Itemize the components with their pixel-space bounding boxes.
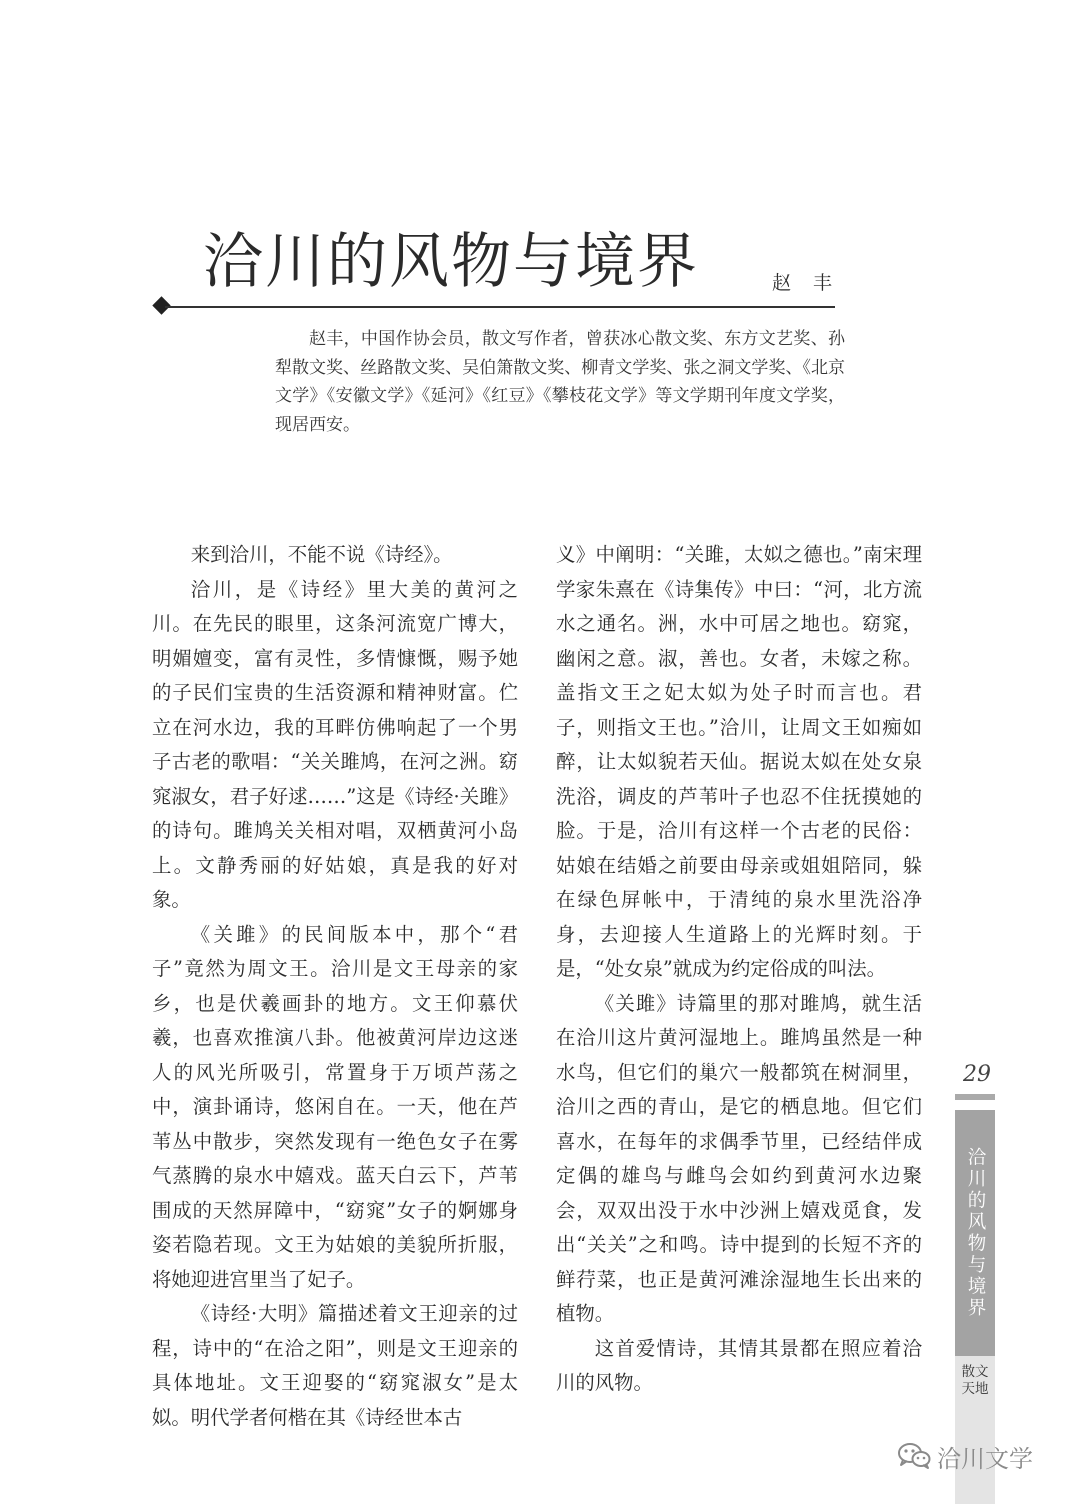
paragraph: 这首爱情诗，其情其景都在照应着洽川的风物。 xyxy=(556,1336,922,1394)
section-label-line: 天地 xyxy=(961,1381,989,1397)
sidebar-tab xyxy=(955,1110,995,1356)
sidebar-tab-title: 洽川的风物与境界 xyxy=(965,1147,986,1319)
paragraph: 《关雎》诗篇里的那对雎鸠，就生活在洽川这片黄河湿地上。雎鸠虽然是一种水鸟，但它们的巢穴一般都筑在树洞里，洽川之西的青山，是它的栖息地。但它们喜水，在每年的求偶季节里，已经结伴成定偶的雄鸟与雌鸟会如约到黄河水边聚会，双双出没于水中沙洲上嬉戏觅食，发出“关关”之和鸣。诗中提到的长短不齐的鲜荇菜，也正是黄河滩涂湿地生长出来的植物。 xyxy=(556,991,922,1325)
body-column-right xyxy=(556,538,922,1401)
watermark-text: 洽川文学 xyxy=(937,1444,1033,1473)
page-number: 29 xyxy=(963,1062,991,1087)
section-label xyxy=(955,1364,995,1398)
article-title: 洽川的风物与境界 xyxy=(203,227,699,297)
sidebar-divider xyxy=(955,1094,995,1100)
section-label-line: 散文 xyxy=(961,1364,989,1380)
wechat-icon xyxy=(897,1442,931,1470)
paragraph: 洽川，是《诗经》里大美的黄河之川。在先民的眼里，这条河流宽广博大，明媚嬗变，富有灵性，多情慷慨，赐予她的子民们宝贵的生活资源和精神财富。伫立在河水边，我的耳畔仿佛响起了一个男子古老的歌唱：“关关雎鸠，在河之洲。窈窕淑女，君子好逑……”这是《诗经·关雎》的诗句。雎鸠关关相对唱，双栖黄河小岛上。文静秀丽的好姑娘，真是我的好对象。 xyxy=(152,577,518,911)
article-author: 赵丰 xyxy=(772,272,855,294)
watermark xyxy=(897,1436,1033,1476)
title-rule-line xyxy=(165,306,835,308)
paragraph-continuation: 义》中阐明：“关雎，太姒之德也。”南宋理学家朱熹在《诗集传》中曰：“河，北方流水之通名。洲，水中可居之地也。窈窕，幽闲之意。淑，善也。女者，未嫁之称。盖指文王之妃太姒为处子时而言也。君子，则指文王也。”洽川，让周文王如痴如醉，让太姒貌若天仙。据说太姒在处女泉洗浴，调皮的芦苇叶子也忍不住抚摸她的脸。于是，洽川有这样一个古老的民俗：姑娘在结婚之前要由母亲或姐姐陪同，躲在绿色屏帐中，于清纯的泉水里洗浴净身，去迎接人生道路上的光辉时刻。于是，“处女泉”就成为约定俗成的叫法。 xyxy=(556,543,922,980)
author-bio-text: 赵丰，中国作协会员，散文写作者，曾获冰心散文奖、东方文艺奖、孙犁散文奖、丝路散文奖、吴伯箫散文奖、柳青文学奖、张之洞文学奖、《北京文学》《安徽文学》《延河》《红豆》《攀枝花文学》等文学期刊年度文学奖，现居西安。 xyxy=(275,329,845,435)
paragraph: 《诗经·大明》篇描述着文王迎亲的过程，诗中的“在洽之阳”，则是文王迎亲的具体地址。文王迎娶的“窈窕淑女”是太姒。明代学者何楷在其《诗经世本古 xyxy=(152,1302,518,1429)
author-bio xyxy=(275,325,845,439)
body-column-left xyxy=(152,538,518,1435)
paragraph: 来到洽川，不能不说《诗经》。 xyxy=(190,543,453,566)
paragraph: 《关雎》的民间版本中，那个“君子”竟然为周文王。洽川是文王母亲的家乡，也是伏羲画卦的地方。文王仰慕伏羲，也喜欢推演八卦。他被黄河岸边这迷人的风光所吸引，常置身于万顷芦荡之中，演卦诵诗，悠闲自在。一天，他在芦苇丛中散步，突然发现有一绝色女子在雾气蒸腾的泉水中嬉戏。蓝天白云下，芦苇围成的天然屏障中，“窈窕”女子的婀娜身姿若隐若现。文王为姑娘的美貌所折服，将她迎进宫里当了妃子。 xyxy=(152,922,518,1291)
